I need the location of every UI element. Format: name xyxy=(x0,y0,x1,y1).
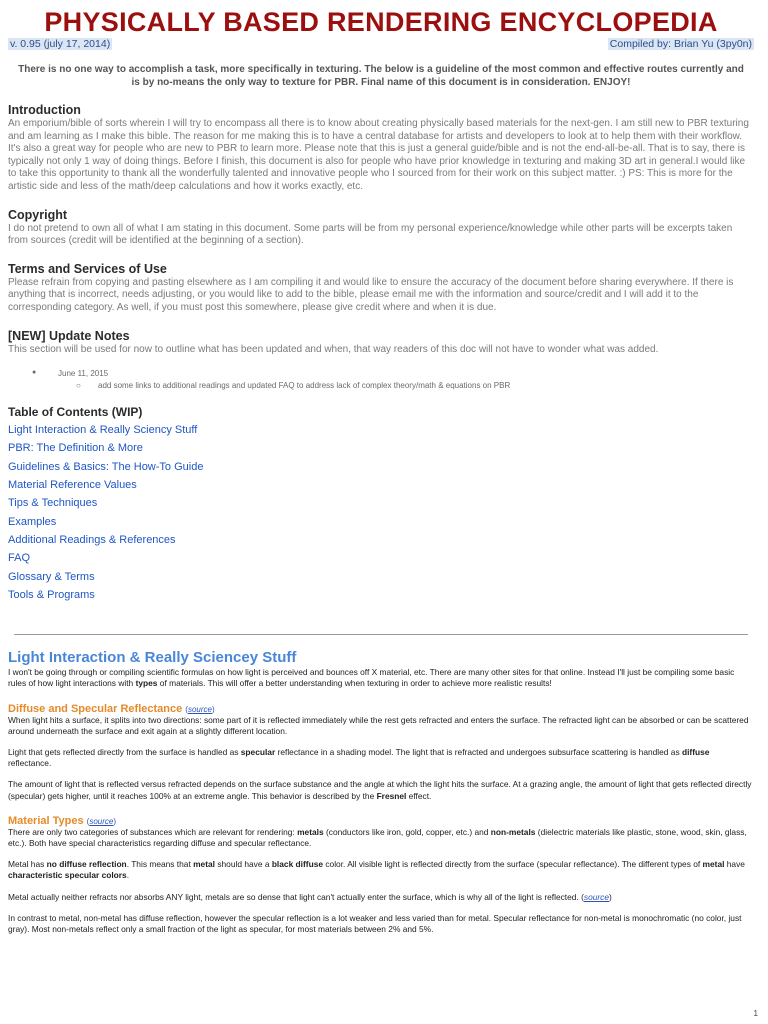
intro-text: An emporium/bible of sorts wherein I will try to encompass all there is to know about creating physically based materials for the next-gen. I am still new to PBR texturing and am learning as I make this bible. The reason for me making this is to have a central database for artists and developers to look at to help them with their workflow. It's also a great way for people who are new to PBR to learn more. Please note that this is just a general guide/bible and is not the end-all-be-all. That is to say, there is typically not only 1 way of doing things. Before I finish, this document is also for people who have prior knowledge in texturing and making 3D art in general.I would like to take this opportunity to thank all the wonderfully talented and innovative people who I sourced from for their work on this subject matter. :) PS: This is more for the artistic side and less of the math/deep calculations and how it works exactly, etc. xyxy=(8,118,749,192)
toc-link-pbr-definition[interactable]: PBR: The Definition & More xyxy=(8,442,143,455)
material-p2: Metal has no diffuse reflection. This means that metal should have a black diffuse color. All visible light is reflected directly from the surface (specular reflectance). The different types of metal have characteristic specular colors. xyxy=(8,859,745,881)
table-of-contents xyxy=(8,421,754,604)
document-page xyxy=(8,0,754,935)
material-p1: There are only two categories of substances which are relevant for rendering: metals (conductors like iron, gold, copper, etc.) and non-metals (dielectric materials like plastic, stone, wood, skin, glass, etc.). Both have special characteristics regarding diffuse and specular reflectance. xyxy=(8,826,747,848)
toc-link-guidelines[interactable]: Guidelines & Basics: The How-To Guide xyxy=(8,460,204,473)
toc-link-tips[interactable]: Tips & Techniques xyxy=(8,497,98,510)
page-number: 1 xyxy=(753,1009,758,1018)
toc-link-examples[interactable]: Examples xyxy=(8,515,57,528)
document-meta xyxy=(8,38,754,50)
update-subbullet xyxy=(76,381,754,390)
light-text: I won't be going through or compiling scientific formulas on how light is perceived and bounces off X material, etc. There are many other sites for that online. Instead I'll just be compiling some basic rules of how light interactions with types of materials. This will offer a better understanding when texturing in order to achieve more realistic results! xyxy=(8,667,735,689)
update-note: add some links to additional readings and updated FAQ to address lack of complex theory/math & equations on PBR xyxy=(98,381,511,391)
material-source-link[interactable]: source xyxy=(89,816,114,826)
toc-link-glossary[interactable]: Glossary & Terms xyxy=(8,570,95,583)
toc-link-material-values[interactable]: Material Reference Values xyxy=(8,479,137,492)
lead-paragraph: There is no one way to accomplish a task, more specifically in texturing. The below is a guideline of the most common and effective routes currently and is by no-means the only way to texture for PBR. Final name of this document is in consideration. ENJOY! xyxy=(18,64,744,88)
bullet-dot-icon: ● xyxy=(32,369,37,377)
update-text: This section will be used for now to outline what has been updated and when, that way readers of this doc will not have to wonder what was added. xyxy=(8,343,659,355)
bullet-circle-icon: ○ xyxy=(76,381,81,391)
toc-link-tools[interactable]: Tools & Programs xyxy=(8,588,95,601)
material-p3-source-link[interactable]: source xyxy=(583,891,610,902)
compiled-by-label: Compiled by: Brian Yu (3py0n) xyxy=(609,38,752,50)
update-bullet xyxy=(32,369,754,378)
toc-link-light-interaction[interactable]: Light Interaction & Really Sciency Stuff xyxy=(8,424,198,437)
copyright-heading: Copyright xyxy=(8,207,68,222)
light-heading: Light Interaction & Really Sciencey Stuff xyxy=(8,649,297,667)
toc-link-faq[interactable]: FAQ xyxy=(8,552,31,565)
diffuse-p3: The amount of light that is reflected versus refracted depends on the surface substance and the angle at which the light hits the surface. At a grazing angle, the amount of light that gets reflected directly (specular) gets higher, until it reaches 100% at an extreme angle. This behavior is described by the Fresnel effect. xyxy=(8,779,752,801)
diffuse-p2: Light that gets reflected directly from the surface is handled as specular reflectance in a shading model. The light that is refracted and undergoes subsurface scattering is handled as diffuse reflectance. xyxy=(8,746,710,769)
diffuse-heading: Diffuse and Specular Reflectance (source) xyxy=(8,702,215,715)
intro-heading: Introduction xyxy=(8,103,81,117)
document-title: PHYSICALLY BASED RENDERING ENCYCLOPEDIA xyxy=(44,7,718,37)
material-heading: Material Types (source) xyxy=(8,814,117,827)
update-heading: [NEW] Update Notes xyxy=(8,328,130,343)
terms-text: Please refrain from copying and pasting elsewhere as I am compiling it and would like to ensure the accuracy of the document before sharing everywhere. If there is anything that is incorrect, needs adjusting, or you would like to add to the bible, please email me with the information and source/credit and I will add it to the corresponding category. As well, if you must post this somewhere, please give credit where and when it is due. xyxy=(8,276,734,313)
diffuse-p1: When light hits a surface, it splits into two directions: some part of it is reflected immediately while the rest gets refracted and enters the surface. The refracted light can be absorbed or can be scattered around underneath the surface and exit again at a slightly different location. xyxy=(8,714,749,736)
material-p3: Metal actually neither refracts nor absorbs ANY light, metals are so dense that light can't actually enter the surface, which is why all of the light is reflected. (source) xyxy=(8,891,612,902)
section-divider xyxy=(14,634,748,635)
toc-link-readings[interactable]: Additional Readings & References xyxy=(8,533,176,546)
diffuse-source-link[interactable]: source xyxy=(187,704,212,714)
copyright-text: I do not pretend to own all of what I am stating in this document. Some parts will be from my personal experience/knowledge while other parts will be excerpts taken from sources (credit will be identified at the beginning of a section). xyxy=(8,222,733,247)
terms-heading: Terms and Services of Use xyxy=(8,261,167,276)
toc-heading: Table of Contents (WIP) xyxy=(8,405,143,420)
update-date: June 11, 2015 xyxy=(58,369,109,379)
version-label: v. 0.95 (july 17, 2014) xyxy=(10,38,111,50)
material-p4: In contrast to metal, non-metal has diffuse reflection, however the specular reflection is a lot weaker and less varied than for metal. Specular reflectance for non-metal is monochromatic (no color, just gray). Most non-metals reflect only a small fraction of the light as specular, for most materials between 2% and 5%. xyxy=(8,912,742,934)
